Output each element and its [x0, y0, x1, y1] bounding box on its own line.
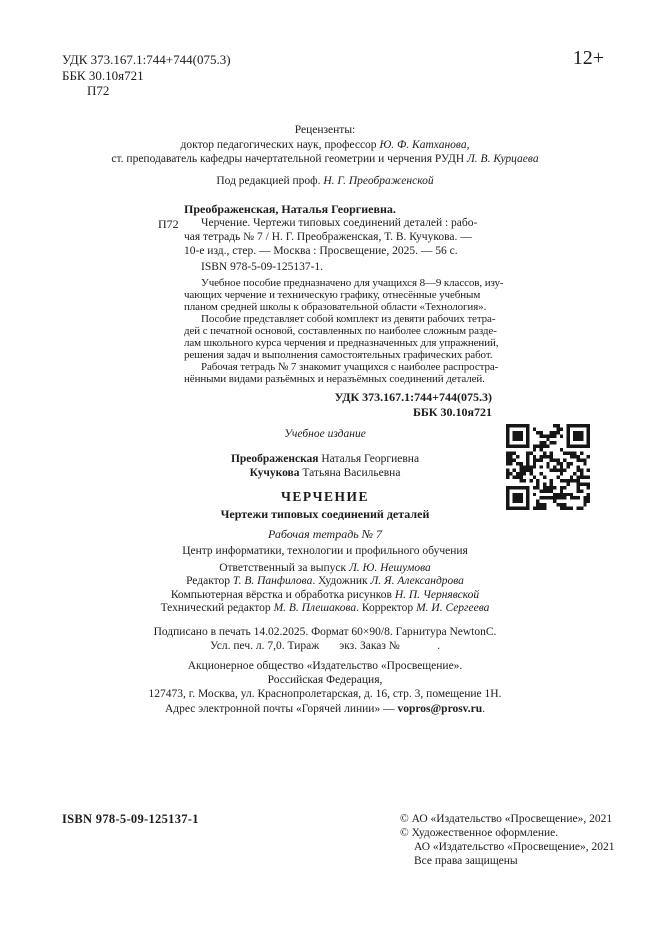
age-rating-badge: 12+	[572, 47, 604, 69]
bib-line: 10-е изд., стер. — Москва : Просвещение, 2025. — 56 с.	[184, 245, 458, 257]
author-given-name: Татьяна Васильевна	[299, 467, 401, 479]
staff-role: Технический редактор	[160, 602, 274, 614]
author-sign-code: П72	[87, 83, 110, 98]
publishing-center-line: Центр информатики, технологии и профильного обучения	[182, 545, 468, 557]
edition-kind: Учебное издание	[284, 428, 366, 440]
author-given-name: Наталья Георгиевна	[318, 453, 420, 465]
annotation-line: нёнными видами разъёмных и неразъёмных соединений деталей.	[184, 373, 485, 385]
copyright-line: Все права защищены	[414, 855, 518, 867]
copyright-block	[400, 812, 614, 868]
staff-role: Ответственный за выпуск	[219, 561, 349, 574]
staff-section	[0, 545, 650, 616]
staff-name: Н. П. Чернявской	[394, 588, 480, 601]
card-author: Преображенская, Наталья Георгиевна.	[184, 202, 396, 216]
reviewer-role: доктор педагогических наук, профессор	[180, 138, 380, 151]
card-udk: УДК 373.167.1:744+744(075.3)	[334, 390, 492, 404]
reviewer-line-1	[0, 138, 650, 153]
copyright-line: АО «Издательство «Просвещение», 2021	[414, 841, 615, 853]
staff-name: М. И. Сергеева	[416, 602, 490, 614]
editor-name: Н. Г. Преображенской	[323, 174, 434, 187]
card-codes-right	[184, 390, 492, 420]
book-title: ЧЕРЧЕНИЕ	[280, 489, 370, 504]
annotation-line: чающих черчение и техническую графику, отнесённые учебным	[184, 289, 481, 301]
staff-name: Л. Я. Александрова	[370, 575, 464, 587]
qr-code-icon	[506, 424, 590, 510]
hotline-label: Адрес электронной почты «Горячей линии» —	[164, 703, 398, 715]
staff-role: . Корректор	[356, 602, 417, 614]
reviewer-name: Л. В. Курцаева	[467, 153, 539, 165]
hotline-email-line	[0, 702, 650, 716]
hotline-email: vopros@prosv.ru	[397, 703, 483, 715]
annotation-line: решения задач и выполнения самостоятельных графических работ.	[184, 349, 493, 361]
staff-role: Компьютерная вёрстка и обработка рисунков	[170, 588, 395, 601]
printrun-line: Подписано в печать 14.02.2025. Формат 60×90/8. Гарнитура NewtonC.	[153, 626, 497, 638]
staff-line	[0, 562, 650, 576]
staff-line	[0, 575, 650, 589]
printrun-section	[0, 625, 650, 653]
bib-line: чая тетрадь № 7 / Н. Г. Преображенская, Т. В. Кучукова. —	[184, 231, 472, 243]
classification-codes	[62, 52, 231, 99]
annotation-line: дей с печатной основой, составленных по наиболее сложным разде-	[184, 325, 497, 337]
staff-name: Т. В. Панфилова	[232, 575, 313, 587]
staff-role: . Художник	[312, 575, 371, 587]
annotation-line: лам школьного курса черчения и предназначенных для упражнений,	[184, 337, 499, 349]
annotation-line: планом средней школы к образовательной области «Технология».	[184, 301, 487, 313]
bib-line: Черчение. Чертежи типовых соединений деталей : рабо-	[201, 217, 478, 229]
series-name: Рабочая тетрадь № 7	[267, 527, 383, 541]
printrun-line: Усл. печ. л. 7,0. Тираж экз. Заказ № .	[210, 640, 440, 652]
card-bbk: ББК 30.10я721	[412, 405, 492, 419]
edited-by-line	[0, 174, 650, 189]
annotation-line: Пособие представляет собой комплект из девяти рабочих тетра-	[201, 313, 496, 325]
publisher-section	[0, 659, 650, 716]
publisher-name-line: Акционерное общество «Издательство «Просвещение».	[187, 660, 463, 672]
copyright-line: © АО «Издательство «Просвещение», 2021	[400, 813, 613, 825]
publisher-country-line: Российская Федерация,	[267, 674, 383, 686]
staff-role: Редактор	[186, 575, 233, 587]
qr-code	[506, 424, 590, 510]
staff-name: М. В. Плешакова	[273, 602, 357, 614]
footer-isbn: ISBN 978-5-09-125137-1	[62, 812, 199, 826]
staff-line	[0, 602, 650, 616]
reviewer-line-2	[0, 152, 650, 167]
bbk-code: ББК 30.10я721	[62, 67, 144, 83]
book-subtitle: Чертежи типовых соединений деталей	[220, 507, 430, 521]
catalog-card	[158, 202, 504, 420]
staff-name: Л. Ю. Нешумова	[348, 561, 431, 574]
reviewer-role: ст. преподаватель кафедры начертательной геометрии и черчения РУДН	[111, 153, 467, 165]
reviewers-heading: Рецензенты:	[294, 124, 356, 136]
edited-by-label: Под редакцией проф.	[216, 174, 324, 187]
annotation	[184, 277, 504, 385]
annotation-line: Учебное пособие предназначено для учащихся 8—9 классов, изу-	[201, 277, 504, 289]
staff-line	[0, 589, 650, 603]
card-code: П72	[158, 217, 179, 231]
author-surname: Преображенская	[230, 453, 319, 465]
reviewers-section	[0, 123, 650, 188]
hotline-tail: .	[482, 703, 486, 715]
card-isbn: ISBN 978-5-09-125137-1.	[201, 261, 324, 273]
copyright-line: © Художественное оформление.	[400, 827, 559, 839]
udk-code: УДК 373.167.1:744+744(075.3)	[62, 52, 231, 67]
publisher-address-line: 127473, г. Москва, ул. Краснопролетарская, д. 16, стр. 3, помещение 1Н.	[148, 688, 502, 700]
reviewer-name: Ю. Ф. Катханова,	[379, 138, 470, 151]
annotation-line: Рабочая тетрадь № 7 знакомит учащихся с наиболее распростра-	[201, 361, 499, 373]
author-surname: Кучукова	[249, 467, 300, 479]
